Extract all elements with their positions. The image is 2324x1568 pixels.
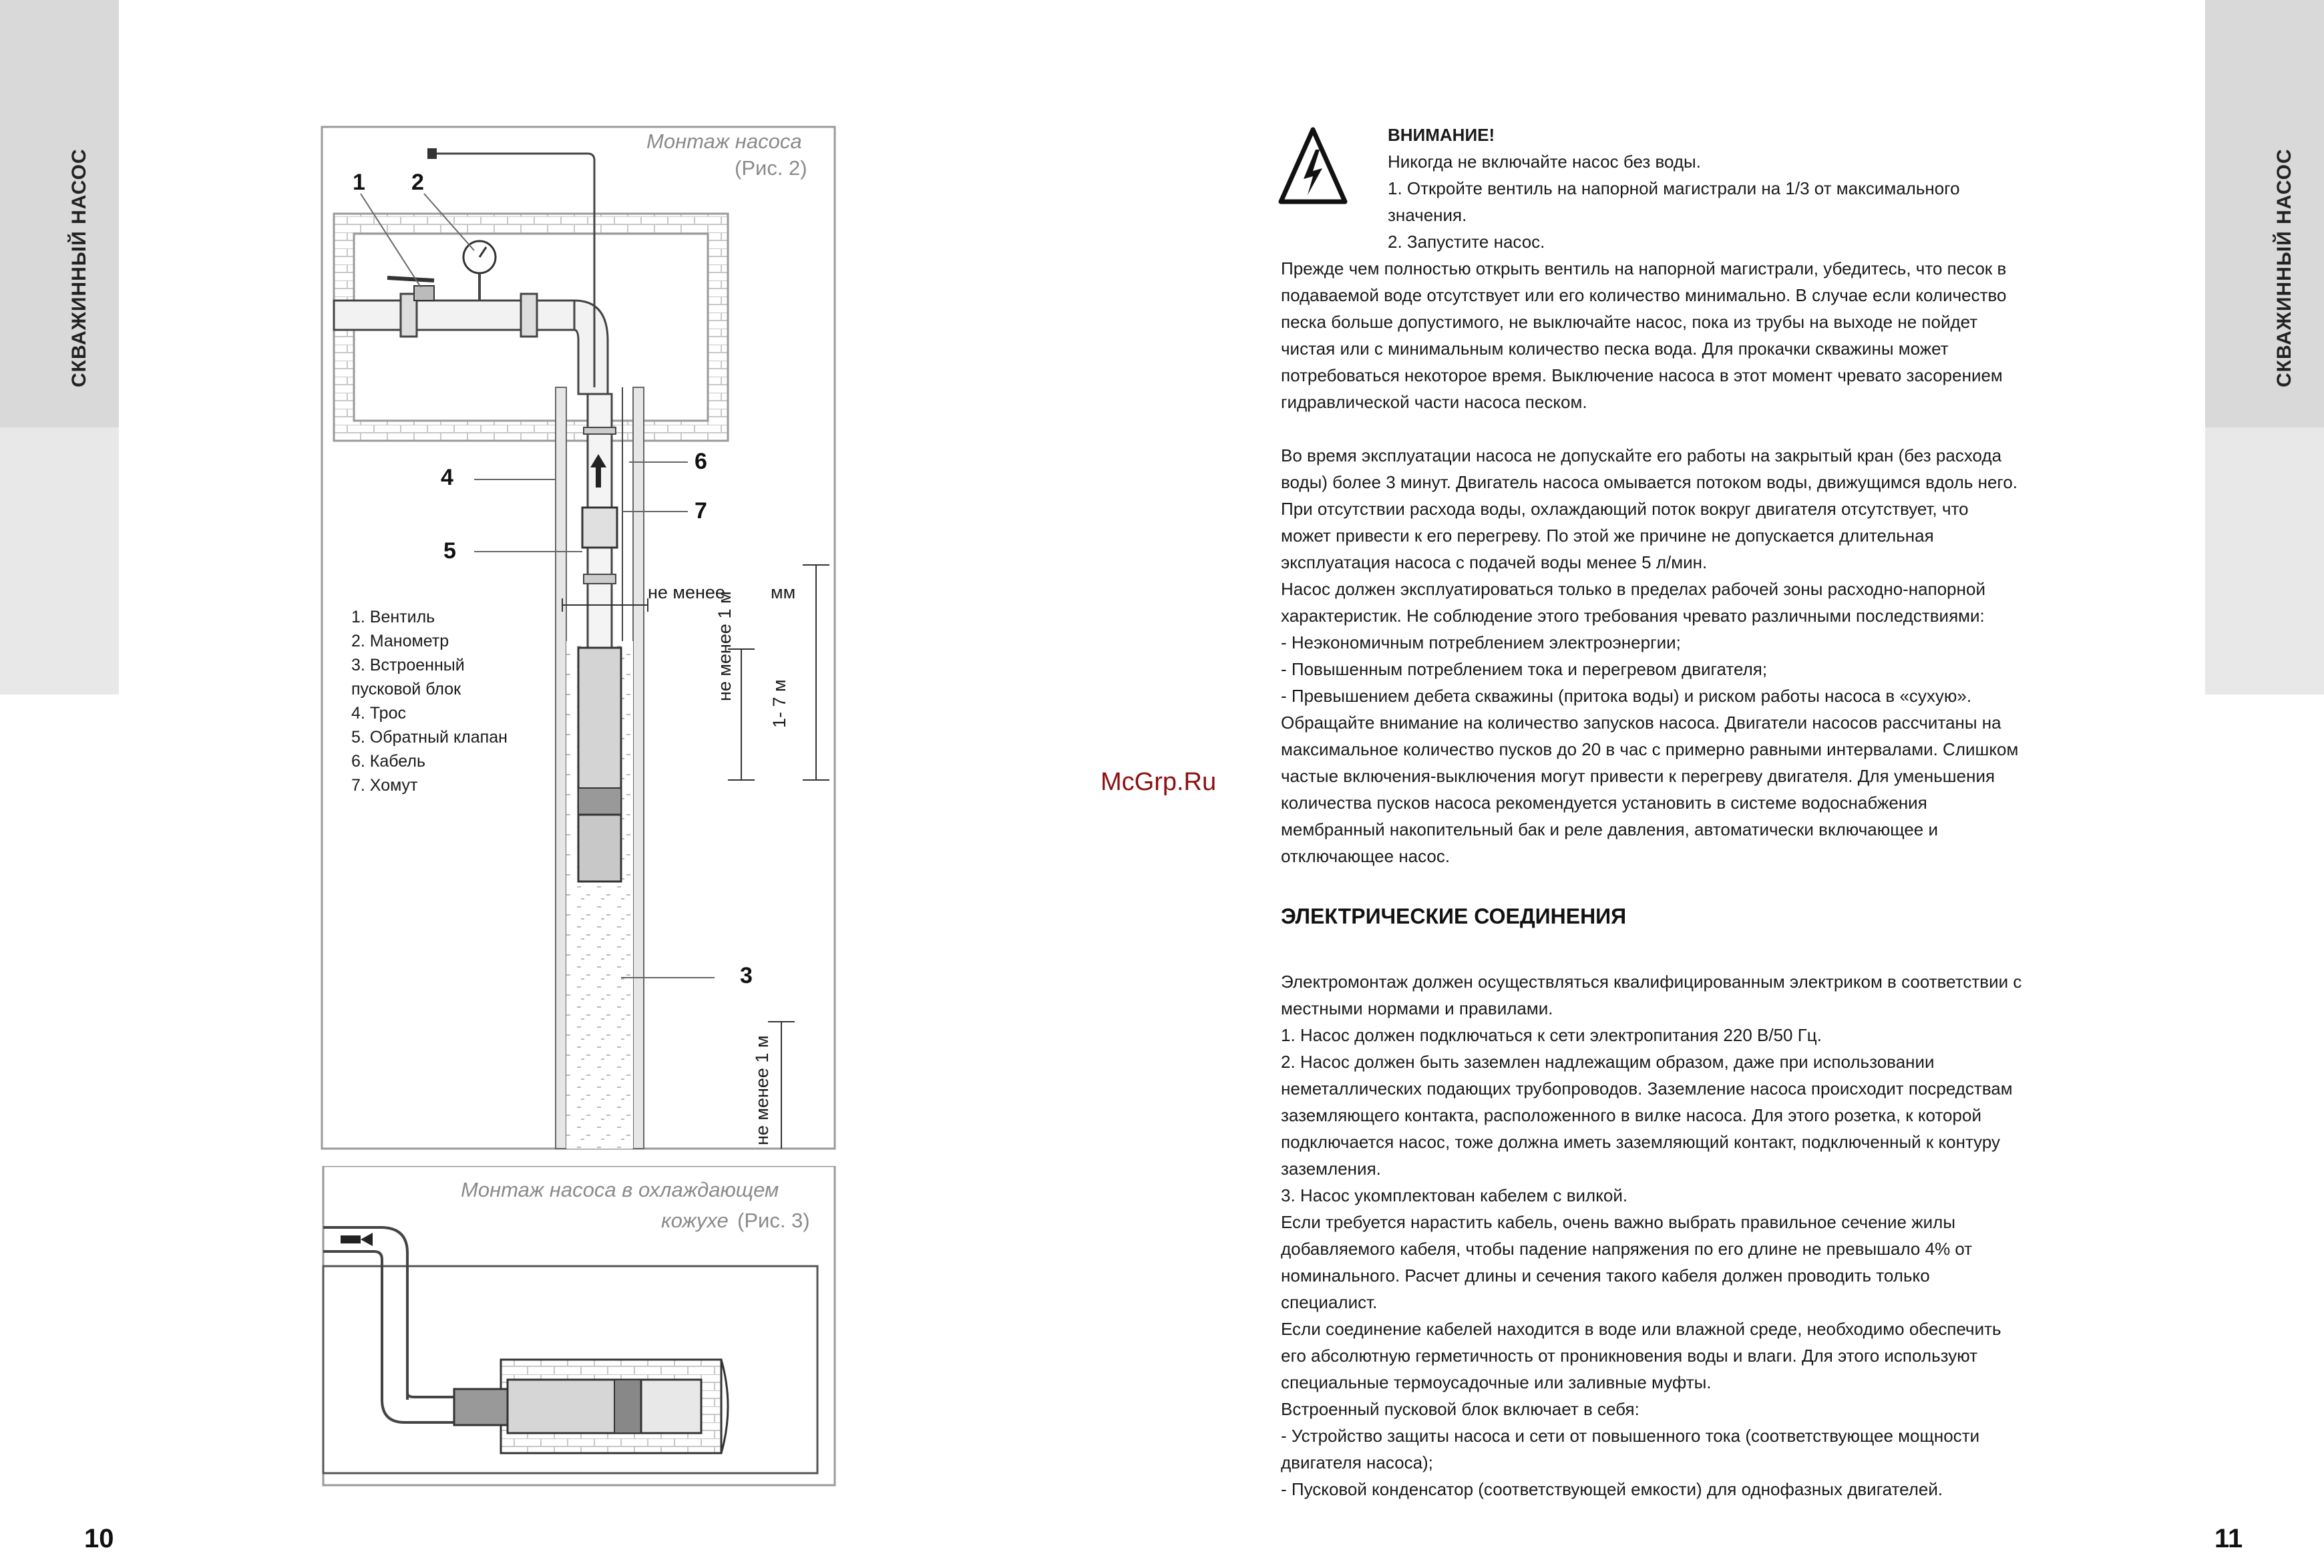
side-tab-right (2205, 0, 2324, 427)
figure-3-number: (Рис. 3) (737, 1209, 810, 1232)
text-line: Прежде чем полностью открыть вентиль на напорной магистрали, убедитесь, что песок в (1281, 258, 2007, 278)
text-line: Встроенный пусковой блок включает в себя: (1281, 1399, 1639, 1419)
text-line: Если требуется нарастить кабель, очень важно выбрать правильное сечение жилы (1281, 1212, 1956, 1232)
text-line: Обращайте внимание на количество запусков насоса. Двигатели насосов рассчитаны на (1281, 713, 2001, 733)
callout-4: 4 (441, 465, 453, 490)
paragraph-electrical (1281, 968, 2021, 1503)
dimension-min-width-label: не менее (648, 582, 725, 602)
text-line: Если соединение кабелей находится в воде или влажной среде, необходимо обеспечить (1281, 1319, 2001, 1339)
text-line: При отсутствии расхода воды, охлаждающий поток вокруг двигателя отсутствует, что (1281, 499, 1969, 519)
legend-item: 5. Обратный клапан (351, 728, 508, 747)
warning-line: 1. Откройте вентиль на напорной магистрали на 1/3 от максимального (1388, 178, 1960, 198)
text-line: - Неэкономичным потреблением электроэнергии; (1281, 632, 1681, 652)
text-line: его абсолютную герметичность от проникновения воды и влаги. Для этого используют (1281, 1346, 1978, 1366)
text-line: - Превышением дебета скважины (притока воды) и риском работы насоса в «сухую». (1281, 686, 1972, 706)
text-line: специальные термоусадочные или заливные муфты. (1281, 1372, 1712, 1392)
text-line: добавляемого кабеля, чтобы падение напряжения по его длине не превышало 4% от (1281, 1239, 1973, 1259)
figure-3-title-line2: кожухе (661, 1209, 729, 1232)
text-line: местными нормами и правилами. (1281, 998, 1553, 1018)
side-tab-left-lower (0, 427, 119, 695)
text-line: мембранный накопительный бак и реле давления, автоматически включающее и (1281, 819, 1939, 839)
legend-item: 6. Кабель (351, 752, 425, 771)
warning-title: ВНИМАНИЕ! (1388, 125, 1495, 145)
text-line: неметаллических подающих трубопроводов. Заземление насоса происходит посредствам (1281, 1079, 2013, 1099)
figure-2-number: (Рис. 2) (735, 156, 807, 180)
text-line: потребоваться некоторое время. Выключение насоса в этот момент чревато засорением (1281, 365, 2003, 385)
callout-1: 1 (353, 170, 365, 195)
callout-5: 5 (443, 538, 456, 564)
text-line: 2. Насос должен быть заземлен надлежащим образом, даже при использовании (1281, 1052, 1935, 1072)
text-line: отключающее насос. (1281, 846, 1450, 866)
text-line: - Устройство защиты насоса и сети от повышенного тока (соответствующее мощности (1281, 1426, 1980, 1446)
text-line: чистая или с минимальным количество песка вода. Для прокачки скважины может (1281, 339, 1949, 359)
legend-item: 1. Вентиль (351, 608, 435, 626)
side-label-left: СКВАЖИННЫЙ НАСОС (68, 148, 90, 387)
warning-line: значения. (1388, 205, 1467, 225)
dimension-depth-3: не менее 1 м (752, 1035, 772, 1145)
callout-7: 7 (695, 498, 707, 524)
callout-6: 6 (695, 449, 707, 474)
watermark: McGrp.Ru (1101, 768, 1217, 796)
page-number-right: 11 (2214, 1524, 2243, 1553)
text-line: эксплуатация насоса с подачей воды менее 5 л/мин. (1281, 552, 1708, 572)
text-line: 3. Насос укомплектован кабелем с вилкой. (1281, 1185, 1628, 1205)
side-tab-left (0, 0, 119, 427)
text-line: 1. Насос должен подключаться к сети электропитания 220 В/50 Гц. (1281, 1025, 1822, 1045)
text-line: характеристик. Не соблюдение этого требования чревато различными последствиями: (1281, 606, 1985, 626)
text-line: заземляющего контакта, расположенного в вилке насоса. Для этого розетка, к которой (1281, 1105, 1981, 1125)
dimension-width-unit: мм (771, 582, 796, 602)
figure-2-title: Монтаж насоса (646, 130, 802, 153)
legend-item: 3. Встроенный (351, 656, 465, 674)
text-line: максимальное количество пусков до 20 в час с примерно равными интервалами. Слишком (1281, 739, 2019, 759)
text-line: подключается насос, тоже должна иметь заземляющий контакт, подключенный к контуру (1281, 1132, 2001, 1152)
warning-line: Никогда не включайте насос без воды. (1388, 152, 1701, 172)
dimension-depth-1: не менее 1 м (715, 591, 735, 701)
legend-item: 2. Манометр (351, 632, 449, 650)
paragraph-operation (1281, 442, 2018, 869)
text-line: воды) более 3 минут. Двигатель насоса омывается потоком воды, движущимся вдоль него. (1281, 472, 2018, 492)
warning-line: 2. Запустите насос. (1388, 232, 1545, 252)
side-tab-right-lower (2205, 427, 2324, 695)
page-number-left: 10 (84, 1524, 114, 1553)
paragraph-sand (1281, 255, 2007, 415)
text-line: номинального. Расчет длины и сечения такого кабеля должен проводить только (1281, 1265, 1930, 1286)
text-line: частые включения-выключения могут привести к перегреву двигателя. Для уменьшения (1281, 766, 1995, 786)
text-line: Насос должен эксплуатироваться только в пределах рабочей зоны расходно-напорной (1281, 579, 1985, 599)
text-line: песка больше допустимого, не выключайте насос, пока из трубы на выходе не пойдет (1281, 312, 1978, 332)
text-line: подаваемой воде отсутствует или его количество минимально. В случае если количество (1281, 285, 2007, 305)
text-line: гидравлической части насоса песком. (1281, 392, 1587, 412)
text-line: заземления. (1281, 1159, 1381, 1179)
text-line: - Повышенным потреблением тока и перегревом двигателя; (1281, 659, 1768, 679)
dimension-depth-2: 1- 7 м (769, 679, 789, 728)
legend-item: 4. Трос (351, 704, 406, 723)
text-line: количества пусков насоса рекомендуется установить в системе водоснабжения (1281, 793, 1927, 813)
callout-3: 3 (740, 963, 753, 988)
text-line: Электромонтаж должен осуществляться квалифицированным электриком в соответствии с (1281, 972, 2022, 992)
text-line: двигателя насоса); (1281, 1452, 1433, 1473)
callout-2: 2 (411, 170, 424, 195)
legend-item: пусковой блок (351, 680, 461, 699)
text-line: специалист. (1281, 1292, 1378, 1312)
side-label-right: СКВАЖИННЫЙ НАСОС (2273, 148, 2295, 387)
text-line: может привести к его перегреву. По этой же причине не допускается длительная (1281, 526, 1934, 546)
legend-item: 7. Хомут (351, 776, 418, 795)
figure-3-title-line1: Монтаж насоса в охлаждающем (461, 1178, 779, 1201)
figure-2-legend (351, 605, 508, 797)
text-line: - Пусковой конденсатор (соответствующей емкости) для однофазных двигателей. (1281, 1479, 1943, 1499)
text-line: Во время эксплуатации насоса не допускайте его работы на закрытый кран (без расхода (1281, 445, 2002, 465)
section-heading-electrical: ЭЛЕКТРИЧЕСКИЕ СОЕДИНЕНИЯ (1281, 904, 1627, 928)
high-voltage-warning-icon (1278, 127, 1348, 206)
